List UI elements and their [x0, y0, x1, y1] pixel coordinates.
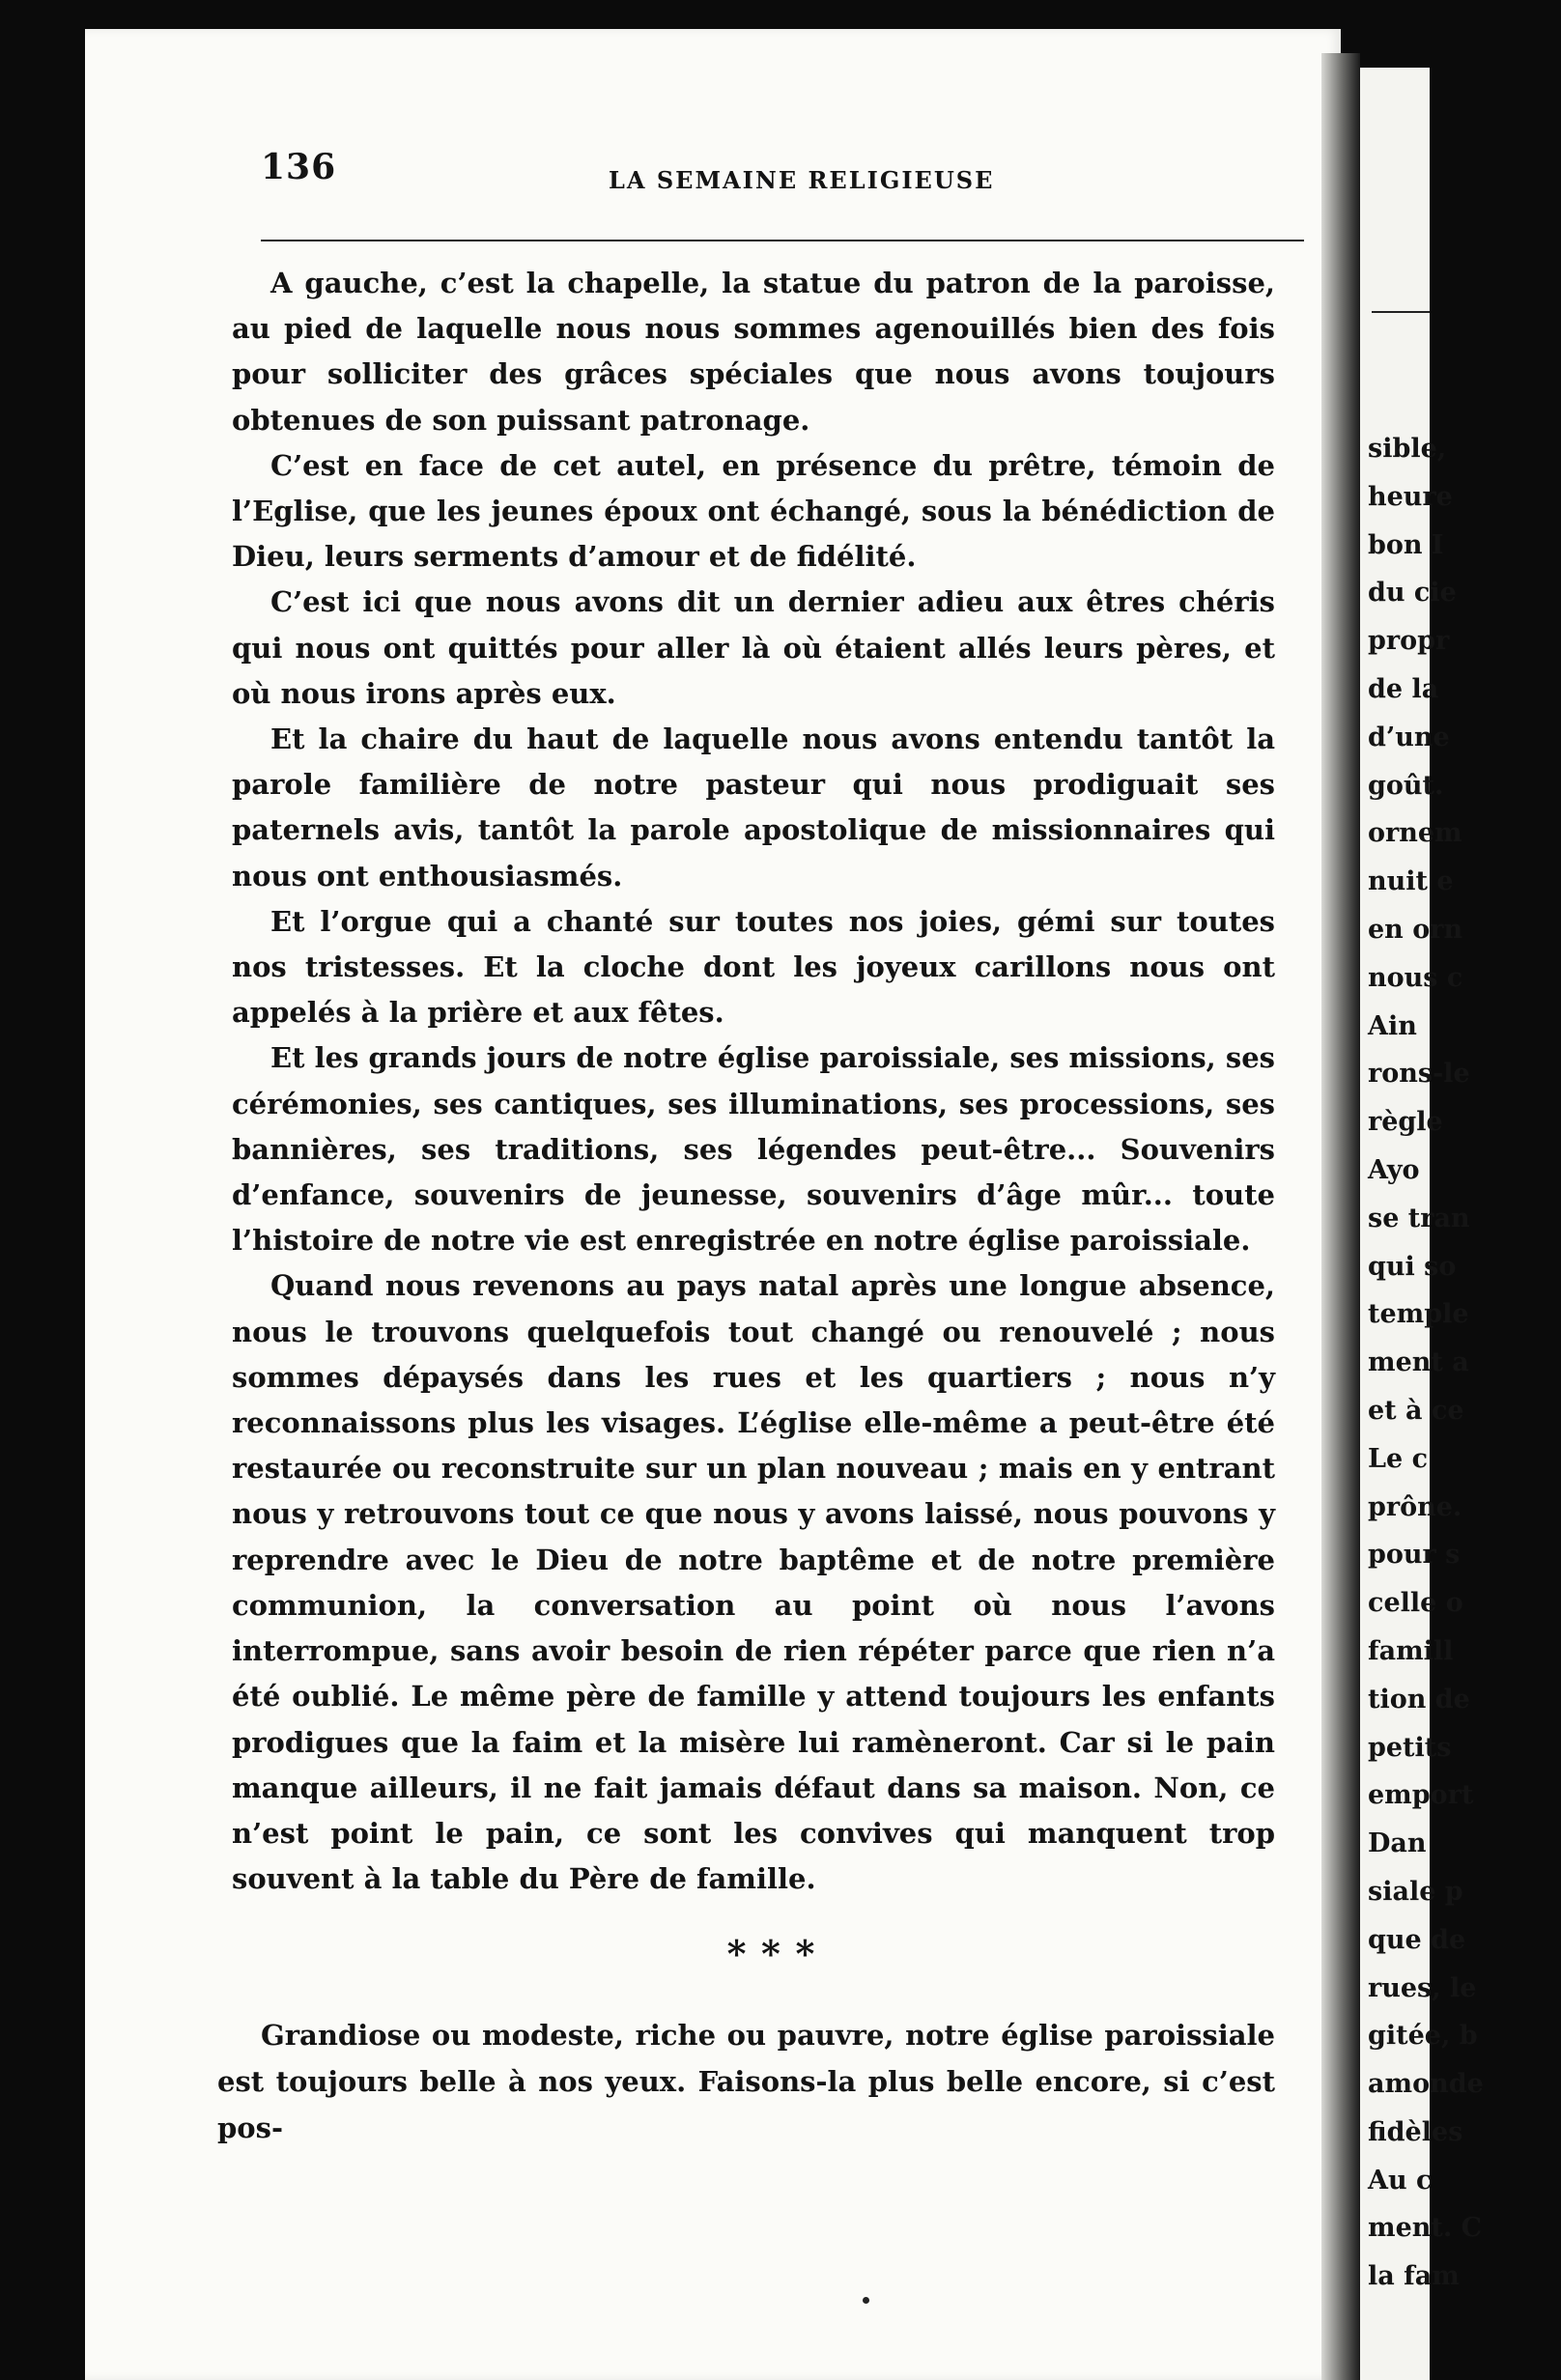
facing-line: ment. C	[1368, 2213, 1483, 2244]
facing-page-text	[1368, 425, 1561, 2301]
facing-line: nous c	[1368, 962, 1463, 993]
facing-line: que de	[1368, 1924, 1466, 1955]
facing-line: et à ce	[1368, 1395, 1464, 1426]
facing-line: famill	[1368, 1635, 1454, 1666]
paragraph: Et les grands jours de notre église paroissiale, ses missions, ses cérémonies, ses cantiques, ses illuminations, ses processions, ses bannières, ses traditions, ses légendes peut-être... Souvenirs d’enfance, souvenirs de jeunesse, souvenirs d’âge mûr... toute l’histoire de notre vie est enregistrée en notre église paroissiale.	[232, 1041, 1275, 1258]
header-rule	[261, 240, 1304, 241]
facing-line: Le c	[1368, 1443, 1429, 1474]
page-header	[261, 147, 1304, 205]
facing-line: amonde	[1368, 2069, 1484, 2100]
facing-page	[1360, 68, 1484, 2380]
ink-speck	[863, 2297, 869, 2304]
facing-line: rons-le	[1368, 1059, 1470, 1090]
facing-line: heure	[1368, 481, 1453, 512]
closing-text	[217, 2012, 1275, 2151]
facing-line: du cie	[1368, 578, 1457, 609]
asterism: * * *	[726, 1932, 819, 1975]
facing-line: qui so	[1368, 1251, 1457, 1282]
facing-line: propr	[1368, 626, 1450, 657]
facing-line: temple	[1368, 1299, 1469, 1330]
facing-line: la fam	[1368, 2261, 1460, 2292]
facing-line: d’une	[1368, 722, 1450, 752]
facing-line: Ayo	[1368, 1154, 1420, 1185]
facing-line: fidèles	[1368, 2116, 1463, 2147]
facing-line: sible,	[1368, 434, 1447, 464]
binding-gutter	[1321, 53, 1360, 2380]
body-text	[232, 261, 1275, 1902]
paragraph: Quand nous revenons au pays natal après une longue absence, nous le trouvons quelquefois tout changé ou renouvelé ; nous sommes dépaysés dans les rues et les quartiers ; nous n’y reconnaissons plus les visages. L’église elle-même a peut-être été restaurée ou reconstruite sur un plan nouveau ; mais en y entrant nous y retrouvons tout ce que nous y avons laissé, nous pouvons y reprendre avec le Dieu de notre baptême et de notre première communion, la conversation au point où nous l’avons interrompue, sans avoir besoin de rien répéter parce que rien n’a été oublié. Le même père de famille y attend toujours les enfants prodigues que la faim et la misère lui ramèneront. Car si le pain manque ailleurs, il ne fait jamais défaut dans sa maison. Non, ce n’est point le pain, ce sont les convives qui manquent trop souvent à la table du Père de famille.	[232, 1269, 1275, 1896]
facing-line: Dan	[1368, 1828, 1427, 1859]
facing-line: de la	[1368, 673, 1439, 704]
page-number: 136	[261, 147, 337, 187]
facing-line: pour s	[1368, 1540, 1461, 1571]
facing-line: goût.	[1368, 770, 1444, 801]
facing-line: prône.	[1368, 1491, 1462, 1522]
facing-line: se tran	[1368, 1203, 1470, 1233]
facing-page-rule	[1372, 311, 1430, 313]
facing-line: règle	[1368, 1107, 1443, 1138]
facing-line: rues, le	[1368, 1972, 1477, 2003]
facing-line: tion de	[1368, 1684, 1470, 1714]
facing-line: ornem	[1368, 818, 1462, 849]
facing-line: emport	[1368, 1780, 1474, 1811]
running-title: LA SEMAINE RELIGIEUSE	[609, 166, 995, 194]
facing-line: gitée, b	[1368, 2021, 1478, 2052]
paragraph: Et la chaire du haut de laquelle nous avons entendu tantôt la parole familière de notre pasteur qui nous prodiguait ses paternels avis, tantôt la parole apostolique de missionnaires qui nous ont enthousiasmés.	[232, 722, 1275, 892]
paragraph: Et l’orgue qui a chanté sur toutes nos joies, gémi sur toutes nos tristesses. Et la cloche dont les joyeux carillons nous ont appelés à la prière et aux fêtes.	[232, 904, 1275, 1030]
facing-line: petits	[1368, 1732, 1452, 1763]
facing-line: celle o	[1368, 1588, 1463, 1619]
paragraph: C’est en face de cet autel, en présence du prêtre, témoin de l’Eglise, que les jeunes époux ont échangé, sous la bénédiction de Dieu, leurs serments d’amour et de fidélité.	[232, 448, 1275, 574]
paragraph: C’est ici que nous avons dit un dernier adieu aux êtres chéris qui nous ont quittés pour aller là où étaient allés leurs pères, et où nous irons après eux.	[232, 585, 1275, 710]
facing-line: en orn	[1368, 914, 1463, 945]
closing-paragraph: Grandiose ou modeste, riche ou pauvre, notre église paroissiale est toujours belle à nos yeux. Faisons-la plus belle encore, si c’est pos-	[217, 2019, 1275, 2144]
facing-line: Ain	[1368, 1010, 1417, 1041]
facing-line: siale p	[1368, 1876, 1463, 1907]
facing-line: ment a	[1368, 1347, 1469, 1378]
paragraph: A gauche, c’est la chapelle, la statue du patron de la paroisse, au pied de laquelle nous nous sommes agenouillés bien des fois pour solliciter des grâces spéciales que nous avons toujours obtenues de son puissant patronage.	[232, 267, 1275, 437]
facing-line: nuit e	[1368, 866, 1454, 897]
facing-line: Au c	[1368, 2165, 1433, 2196]
facing-line: bon I	[1368, 529, 1444, 560]
